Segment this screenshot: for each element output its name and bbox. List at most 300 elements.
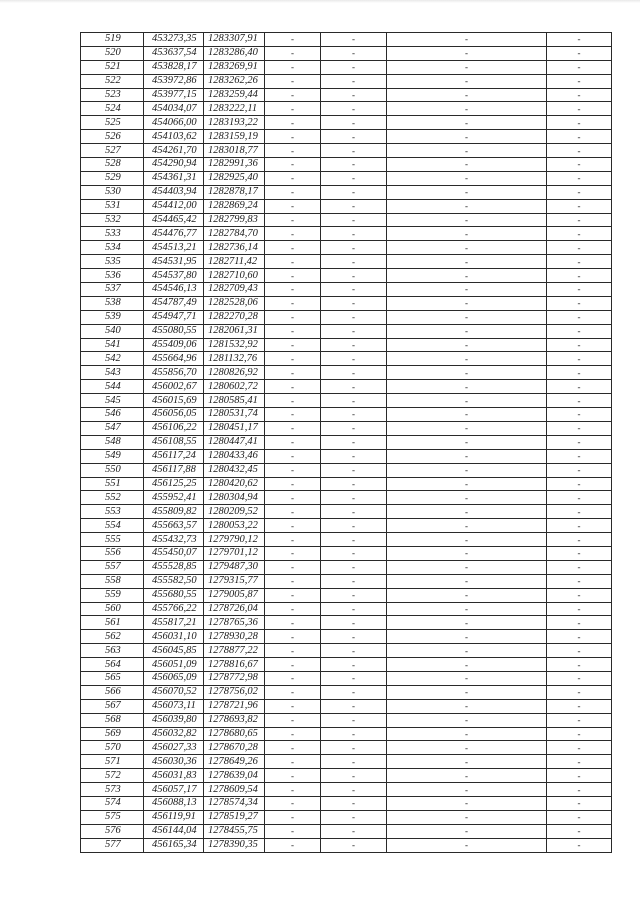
scan-edge: [0, 0, 640, 3]
y-coordinate-cell: 1278609,54: [204, 783, 265, 797]
point-number-cell: 573: [81, 783, 144, 797]
empty-value-cell: -: [321, 88, 387, 102]
point-number-cell: 569: [81, 727, 144, 741]
empty-value-cell: -: [387, 713, 547, 727]
y-coordinate-cell: 1280053,22: [204, 519, 265, 533]
empty-value-cell: -: [547, 88, 612, 102]
empty-value-cell: -: [265, 769, 321, 783]
empty-value-cell: -: [265, 394, 321, 408]
empty-value-cell: -: [387, 366, 547, 380]
y-coordinate-cell: 1282528,06: [204, 296, 265, 310]
y-coordinate-cell: 1278639,04: [204, 769, 265, 783]
y-coordinate-cell: 1278756,02: [204, 685, 265, 699]
x-coordinate-cell: 456065,09: [144, 671, 204, 685]
y-coordinate-cell: 1282709,43: [204, 283, 265, 297]
empty-value-cell: -: [265, 324, 321, 338]
table-row: [81, 671, 612, 685]
table-row: [81, 338, 612, 352]
x-coordinate-cell: 456088,13: [144, 796, 204, 810]
point-number-cell: 559: [81, 588, 144, 602]
x-coordinate-cell: 454261,70: [144, 144, 204, 158]
empty-value-cell: -: [265, 283, 321, 297]
empty-value-cell: -: [387, 352, 547, 366]
table-row: [81, 116, 612, 130]
empty-value-cell: -: [265, 741, 321, 755]
empty-value-cell: -: [547, 33, 612, 47]
empty-value-cell: -: [387, 588, 547, 602]
point-number-cell: 538: [81, 296, 144, 310]
empty-value-cell: -: [265, 435, 321, 449]
empty-value-cell: -: [321, 199, 387, 213]
empty-value-cell: -: [387, 324, 547, 338]
empty-value-cell: -: [321, 60, 387, 74]
empty-value-cell: -: [321, 269, 387, 283]
empty-value-cell: -: [321, 519, 387, 533]
x-coordinate-cell: 456125,25: [144, 477, 204, 491]
empty-value-cell: -: [547, 130, 612, 144]
empty-value-cell: -: [387, 616, 547, 630]
empty-value-cell: -: [387, 560, 547, 574]
point-number-cell: 576: [81, 824, 144, 838]
empty-value-cell: -: [265, 241, 321, 255]
table-row: [81, 477, 612, 491]
y-coordinate-cell: 1278680,65: [204, 727, 265, 741]
y-coordinate-cell: 1278721,96: [204, 699, 265, 713]
y-coordinate-cell: 1279701,12: [204, 546, 265, 560]
coordinates-table-container: [80, 32, 611, 853]
x-coordinate-cell: 456108,55: [144, 435, 204, 449]
table-row: [81, 755, 612, 769]
x-coordinate-cell: 455952,41: [144, 491, 204, 505]
x-coordinate-cell: 456106,22: [144, 421, 204, 435]
empty-value-cell: -: [547, 713, 612, 727]
empty-value-cell: -: [547, 352, 612, 366]
point-number-cell: 567: [81, 699, 144, 713]
empty-value-cell: -: [265, 171, 321, 185]
empty-value-cell: -: [547, 658, 612, 672]
empty-value-cell: -: [547, 185, 612, 199]
empty-value-cell: -: [265, 380, 321, 394]
table-row: [81, 602, 612, 616]
point-number-cell: 530: [81, 185, 144, 199]
x-coordinate-cell: 456030,36: [144, 755, 204, 769]
empty-value-cell: -: [265, 421, 321, 435]
empty-value-cell: -: [547, 158, 612, 172]
empty-value-cell: -: [321, 116, 387, 130]
empty-value-cell: -: [321, 658, 387, 672]
empty-value-cell: -: [265, 158, 321, 172]
x-coordinate-cell: 455680,55: [144, 588, 204, 602]
empty-value-cell: -: [265, 477, 321, 491]
table-row: [81, 463, 612, 477]
empty-value-cell: -: [387, 296, 547, 310]
empty-value-cell: -: [265, 644, 321, 658]
empty-value-cell: -: [547, 463, 612, 477]
x-coordinate-cell: 456051,09: [144, 658, 204, 672]
y-coordinate-cell: 1278693,82: [204, 713, 265, 727]
empty-value-cell: -: [265, 33, 321, 47]
point-number-cell: 520: [81, 46, 144, 60]
y-coordinate-cell: 1282711,42: [204, 255, 265, 269]
table-row: [81, 185, 612, 199]
y-coordinate-cell: 1280602,72: [204, 380, 265, 394]
empty-value-cell: -: [321, 574, 387, 588]
empty-value-cell: -: [547, 783, 612, 797]
empty-value-cell: -: [547, 644, 612, 658]
table-row: [81, 810, 612, 824]
x-coordinate-cell: 454787,49: [144, 296, 204, 310]
table-row: [81, 102, 612, 116]
empty-value-cell: -: [321, 296, 387, 310]
empty-value-cell: -: [387, 699, 547, 713]
point-number-cell: 529: [81, 171, 144, 185]
empty-value-cell: -: [321, 352, 387, 366]
y-coordinate-cell: 1282925,40: [204, 171, 265, 185]
x-coordinate-cell: 455528,85: [144, 560, 204, 574]
empty-value-cell: -: [265, 533, 321, 547]
point-number-cell: 548: [81, 435, 144, 449]
x-coordinate-cell: 456045,85: [144, 644, 204, 658]
table-row: [81, 408, 612, 422]
empty-value-cell: -: [321, 463, 387, 477]
x-coordinate-cell: 455582,50: [144, 574, 204, 588]
point-number-cell: 564: [81, 658, 144, 672]
table-row: [81, 685, 612, 699]
point-number-cell: 577: [81, 838, 144, 852]
empty-value-cell: -: [547, 435, 612, 449]
y-coordinate-cell: 1282736,14: [204, 241, 265, 255]
empty-value-cell: -: [321, 324, 387, 338]
empty-value-cell: -: [265, 519, 321, 533]
y-coordinate-cell: 1283018,77: [204, 144, 265, 158]
empty-value-cell: -: [387, 171, 547, 185]
x-coordinate-cell: 453972,86: [144, 74, 204, 88]
empty-value-cell: -: [265, 796, 321, 810]
empty-value-cell: -: [387, 810, 547, 824]
y-coordinate-cell: 1283222,11: [204, 102, 265, 116]
point-number-cell: 519: [81, 33, 144, 47]
point-number-cell: 537: [81, 283, 144, 297]
point-number-cell: 535: [81, 255, 144, 269]
empty-value-cell: -: [547, 241, 612, 255]
x-coordinate-cell: 455450,07: [144, 546, 204, 560]
point-number-cell: 525: [81, 116, 144, 130]
empty-value-cell: -: [321, 435, 387, 449]
point-number-cell: 561: [81, 616, 144, 630]
point-number-cell: 554: [81, 519, 144, 533]
x-coordinate-cell: 454403,94: [144, 185, 204, 199]
y-coordinate-cell: 1282991,36: [204, 158, 265, 172]
y-coordinate-cell: 1282878,17: [204, 185, 265, 199]
empty-value-cell: -: [265, 671, 321, 685]
empty-value-cell: -: [547, 769, 612, 783]
empty-value-cell: -: [321, 283, 387, 297]
y-coordinate-cell: 1278455,75: [204, 824, 265, 838]
y-coordinate-cell: 1283307,91: [204, 33, 265, 47]
empty-value-cell: -: [265, 727, 321, 741]
empty-value-cell: -: [387, 380, 547, 394]
empty-value-cell: -: [387, 796, 547, 810]
empty-value-cell: -: [387, 102, 547, 116]
empty-value-cell: -: [265, 783, 321, 797]
empty-value-cell: -: [265, 116, 321, 130]
empty-value-cell: -: [265, 588, 321, 602]
empty-value-cell: -: [547, 46, 612, 60]
empty-value-cell: -: [265, 408, 321, 422]
empty-value-cell: -: [321, 185, 387, 199]
empty-value-cell: -: [547, 102, 612, 116]
empty-value-cell: -: [265, 255, 321, 269]
point-number-cell: 523: [81, 88, 144, 102]
x-coordinate-cell: 456057,17: [144, 783, 204, 797]
point-number-cell: 556: [81, 546, 144, 560]
empty-value-cell: -: [387, 213, 547, 227]
empty-value-cell: -: [321, 394, 387, 408]
x-coordinate-cell: 455663,57: [144, 519, 204, 533]
empty-value-cell: -: [265, 616, 321, 630]
empty-value-cell: -: [265, 755, 321, 769]
y-coordinate-cell: 1278649,26: [204, 755, 265, 769]
empty-value-cell: -: [547, 408, 612, 422]
y-coordinate-cell: 1283259,44: [204, 88, 265, 102]
point-number-cell: 568: [81, 713, 144, 727]
empty-value-cell: -: [387, 519, 547, 533]
y-coordinate-cell: 1280826,92: [204, 366, 265, 380]
empty-value-cell: -: [387, 741, 547, 755]
empty-value-cell: -: [321, 671, 387, 685]
point-number-cell: 549: [81, 449, 144, 463]
point-number-cell: 563: [81, 644, 144, 658]
empty-value-cell: -: [265, 366, 321, 380]
empty-value-cell: -: [387, 602, 547, 616]
empty-value-cell: -: [265, 269, 321, 283]
empty-value-cell: -: [265, 102, 321, 116]
y-coordinate-cell: 1282784,70: [204, 227, 265, 241]
empty-value-cell: -: [265, 88, 321, 102]
empty-value-cell: -: [387, 658, 547, 672]
x-coordinate-cell: 456039,80: [144, 713, 204, 727]
x-coordinate-cell: 456117,24: [144, 449, 204, 463]
table-row: [81, 449, 612, 463]
empty-value-cell: -: [265, 352, 321, 366]
empty-value-cell: -: [387, 394, 547, 408]
empty-value-cell: -: [265, 824, 321, 838]
empty-value-cell: -: [321, 685, 387, 699]
empty-value-cell: -: [265, 449, 321, 463]
x-coordinate-cell: 456031,83: [144, 769, 204, 783]
point-number-cell: 544: [81, 380, 144, 394]
empty-value-cell: -: [547, 574, 612, 588]
point-number-cell: 533: [81, 227, 144, 241]
point-number-cell: 541: [81, 338, 144, 352]
point-number-cell: 539: [81, 310, 144, 324]
empty-value-cell: -: [321, 491, 387, 505]
empty-value-cell: -: [321, 102, 387, 116]
empty-value-cell: -: [387, 116, 547, 130]
x-coordinate-cell: 455856,70: [144, 366, 204, 380]
table-row: [81, 324, 612, 338]
empty-value-cell: -: [387, 769, 547, 783]
empty-value-cell: -: [387, 727, 547, 741]
empty-value-cell: -: [547, 74, 612, 88]
y-coordinate-cell: 1278816,67: [204, 658, 265, 672]
point-number-cell: 555: [81, 533, 144, 547]
empty-value-cell: -: [547, 588, 612, 602]
empty-value-cell: -: [547, 533, 612, 547]
y-coordinate-cell: 1279315,77: [204, 574, 265, 588]
empty-value-cell: -: [321, 213, 387, 227]
table-row: [81, 519, 612, 533]
y-coordinate-cell: 1280432,45: [204, 463, 265, 477]
y-coordinate-cell: 1278726,04: [204, 602, 265, 616]
x-coordinate-cell: 454465,42: [144, 213, 204, 227]
empty-value-cell: -: [547, 602, 612, 616]
empty-value-cell: -: [387, 505, 547, 519]
empty-value-cell: -: [387, 33, 547, 47]
empty-value-cell: -: [265, 74, 321, 88]
x-coordinate-cell: 455817,21: [144, 616, 204, 630]
table-row: [81, 88, 612, 102]
x-coordinate-cell: 456119,91: [144, 810, 204, 824]
table-row: [81, 796, 612, 810]
empty-value-cell: -: [387, 310, 547, 324]
empty-value-cell: -: [547, 699, 612, 713]
empty-value-cell: -: [547, 255, 612, 269]
empty-value-cell: -: [387, 60, 547, 74]
empty-value-cell: -: [321, 699, 387, 713]
empty-value-cell: -: [547, 838, 612, 852]
point-number-cell: 531: [81, 199, 144, 213]
empty-value-cell: -: [387, 533, 547, 547]
table-row: [81, 144, 612, 158]
empty-value-cell: -: [387, 46, 547, 60]
table-row: [81, 435, 612, 449]
y-coordinate-cell: 1283269,91: [204, 60, 265, 74]
x-coordinate-cell: 456144,04: [144, 824, 204, 838]
empty-value-cell: -: [387, 435, 547, 449]
point-number-cell: 524: [81, 102, 144, 116]
empty-value-cell: -: [547, 546, 612, 560]
empty-value-cell: -: [265, 810, 321, 824]
y-coordinate-cell: 1278519,27: [204, 810, 265, 824]
point-number-cell: 521: [81, 60, 144, 74]
empty-value-cell: -: [265, 491, 321, 505]
table-row: [81, 783, 612, 797]
empty-value-cell: -: [265, 130, 321, 144]
empty-value-cell: -: [321, 477, 387, 491]
y-coordinate-cell: 1279790,12: [204, 533, 265, 547]
x-coordinate-cell: 456015,69: [144, 394, 204, 408]
y-coordinate-cell: 1278765,36: [204, 616, 265, 630]
empty-value-cell: -: [265, 546, 321, 560]
x-coordinate-cell: 455409,06: [144, 338, 204, 352]
table-row: [81, 199, 612, 213]
table-row: [81, 713, 612, 727]
y-coordinate-cell: 1280209,52: [204, 505, 265, 519]
empty-value-cell: -: [547, 380, 612, 394]
empty-value-cell: -: [387, 158, 547, 172]
empty-value-cell: -: [547, 741, 612, 755]
y-coordinate-cell: 1281532,92: [204, 338, 265, 352]
empty-value-cell: -: [387, 269, 547, 283]
y-coordinate-cell: 1280433,46: [204, 449, 265, 463]
empty-value-cell: -: [387, 755, 547, 769]
empty-value-cell: -: [387, 130, 547, 144]
empty-value-cell: -: [321, 824, 387, 838]
x-coordinate-cell: 456073,11: [144, 699, 204, 713]
empty-value-cell: -: [321, 505, 387, 519]
empty-value-cell: -: [321, 741, 387, 755]
empty-value-cell: -: [265, 60, 321, 74]
empty-value-cell: -: [387, 644, 547, 658]
empty-value-cell: -: [547, 296, 612, 310]
point-number-cell: 551: [81, 477, 144, 491]
table-row: [81, 727, 612, 741]
empty-value-cell: -: [547, 227, 612, 241]
table-row: [81, 213, 612, 227]
empty-value-cell: -: [265, 46, 321, 60]
empty-value-cell: -: [265, 213, 321, 227]
empty-value-cell: -: [265, 658, 321, 672]
table-row: [81, 255, 612, 269]
empty-value-cell: -: [321, 241, 387, 255]
empty-value-cell: -: [547, 560, 612, 574]
empty-value-cell: -: [265, 227, 321, 241]
empty-value-cell: -: [387, 283, 547, 297]
point-number-cell: 570: [81, 741, 144, 755]
empty-value-cell: -: [265, 602, 321, 616]
x-coordinate-cell: 456165,34: [144, 838, 204, 852]
empty-value-cell: -: [387, 824, 547, 838]
point-number-cell: 574: [81, 796, 144, 810]
empty-value-cell: -: [321, 546, 387, 560]
table-row: [81, 658, 612, 672]
empty-value-cell: -: [547, 421, 612, 435]
empty-value-cell: -: [547, 213, 612, 227]
empty-value-cell: -: [265, 296, 321, 310]
point-number-cell: 562: [81, 630, 144, 644]
point-number-cell: 528: [81, 158, 144, 172]
empty-value-cell: -: [265, 199, 321, 213]
empty-value-cell: -: [547, 671, 612, 685]
table-row: [81, 296, 612, 310]
empty-value-cell: -: [387, 630, 547, 644]
empty-value-cell: -: [265, 713, 321, 727]
empty-value-cell: -: [321, 171, 387, 185]
point-number-cell: 571: [81, 755, 144, 769]
empty-value-cell: -: [387, 199, 547, 213]
x-coordinate-cell: 454361,31: [144, 171, 204, 185]
x-coordinate-cell: 454066,00: [144, 116, 204, 130]
empty-value-cell: -: [547, 796, 612, 810]
point-number-cell: 546: [81, 408, 144, 422]
empty-value-cell: -: [265, 685, 321, 699]
y-coordinate-cell: 1282869,24: [204, 199, 265, 213]
y-coordinate-cell: 1282710,60: [204, 269, 265, 283]
point-number-cell: 542: [81, 352, 144, 366]
empty-value-cell: -: [547, 324, 612, 338]
empty-value-cell: -: [387, 546, 547, 560]
point-number-cell: 534: [81, 241, 144, 255]
table-row: [81, 838, 612, 852]
empty-value-cell: -: [387, 574, 547, 588]
empty-value-cell: -: [547, 630, 612, 644]
table-row: [81, 644, 612, 658]
point-number-cell: 540: [81, 324, 144, 338]
empty-value-cell: -: [547, 477, 612, 491]
empty-value-cell: -: [547, 810, 612, 824]
empty-value-cell: -: [547, 310, 612, 324]
